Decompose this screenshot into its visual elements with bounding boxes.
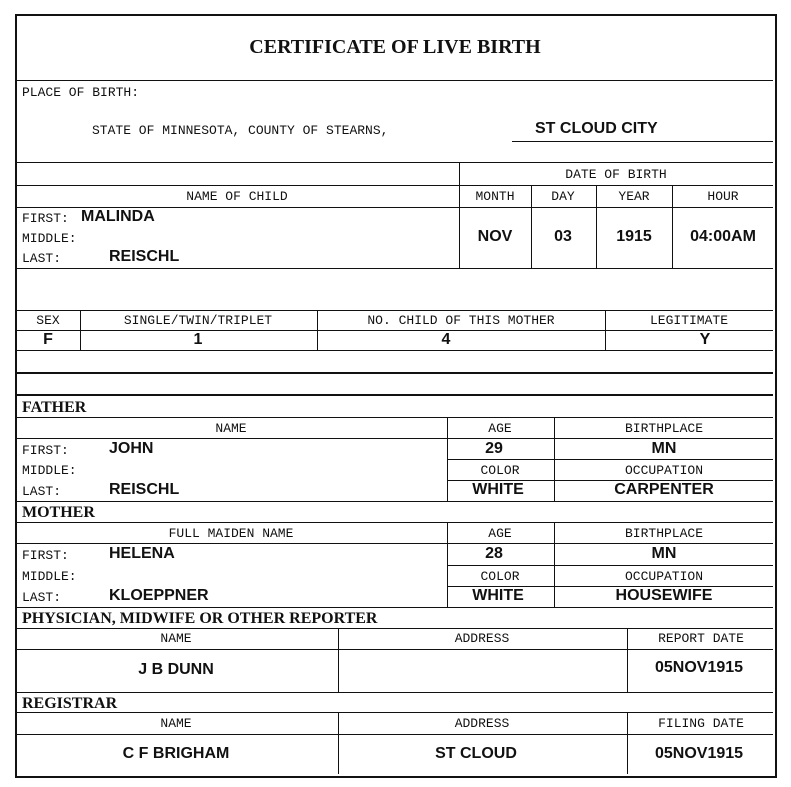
birth-year: 1915 (616, 228, 652, 245)
rule (16, 185, 773, 186)
rule-v (596, 185, 597, 268)
birth-month: NOV (477, 228, 513, 245)
rule (16, 162, 773, 163)
rule (16, 417, 773, 418)
rule (16, 268, 773, 269)
thick-rule (16, 394, 773, 396)
rule (16, 522, 773, 523)
rule-v (338, 628, 339, 692)
rule (16, 501, 773, 502)
rule (16, 350, 773, 351)
birth-hour: 04:00AM (690, 228, 756, 245)
rule (16, 330, 773, 331)
reporter-section-title: PHYSICIAN, MIDWIFE OR OTHER REPORTER (22, 610, 378, 627)
rule-v (459, 162, 460, 268)
father-section-title: FATHER (22, 399, 87, 416)
reporter-address-header: ADDRESS (454, 631, 510, 646)
father-first-label: FIRST: (22, 443, 69, 458)
rule (16, 438, 773, 439)
legitimate-value: Y (699, 331, 711, 348)
city-underline (512, 141, 773, 142)
rule-v (627, 712, 628, 774)
mother-age: 28 (485, 545, 503, 562)
rule-v (317, 310, 318, 350)
hour-header: HOUR (707, 189, 739, 204)
rule-v (605, 310, 606, 350)
rule-v (531, 185, 532, 268)
birth-city: ST CLOUD CITY (535, 120, 658, 137)
registrar-name: C F BRIGHAM (122, 745, 230, 762)
mother-last-label: LAST: (22, 590, 62, 605)
father-middle-label: MIDDLE: (22, 463, 77, 478)
child-middle-label: MIDDLE: (22, 231, 77, 246)
state-county-text: STATE OF MINNESOTA, COUNTY OF STEARNS, (92, 123, 389, 138)
father-name-header: NAME (215, 421, 247, 436)
birth-day: 03 (554, 228, 572, 245)
rule (16, 712, 773, 713)
filing-date: 05NOV1915 (654, 745, 744, 762)
rule (447, 459, 773, 460)
father-occupation: CARPENTER (614, 481, 714, 498)
report-date: 05NOV1915 (654, 659, 744, 676)
child-last-label: LAST: (22, 251, 62, 266)
sex-header: SEX (36, 313, 60, 328)
rule (16, 543, 773, 544)
report-date-header: REPORT DATE (658, 631, 744, 646)
filing-date-header: FILING DATE (658, 716, 744, 731)
year-header: YEAR (618, 189, 650, 204)
rule-v (338, 712, 339, 774)
father-last-label: LAST: (22, 484, 62, 499)
mother-first-label: FIRST: (22, 548, 69, 563)
mother-middle-label: MIDDLE: (22, 569, 77, 584)
page-title: CERTIFICATE OF LIVE BIRTH (249, 36, 541, 58)
reporter-name: J B DUNN (138, 661, 214, 678)
thick-rule (16, 372, 773, 374)
name-of-child-header: NAME OF CHILD (186, 189, 288, 204)
rule-v (447, 417, 448, 501)
mother-last-name: KLOEPPNER (109, 587, 209, 604)
place-of-birth-label: PLACE OF BIRTH: (22, 85, 140, 100)
child-first-name: MALINDA (81, 208, 155, 225)
mother-color-header: COLOR (480, 569, 520, 584)
mother-occupation: HOUSEWIFE (615, 587, 713, 604)
rule-v (80, 310, 81, 350)
father-first-name: JOHN (109, 440, 154, 457)
rule (16, 649, 773, 650)
mother-color: WHITE (472, 587, 524, 604)
mother-occupation-header: OCCUPATION (624, 569, 704, 584)
rule (447, 565, 773, 566)
rule-v (627, 628, 628, 692)
rule (16, 80, 773, 81)
rule (16, 310, 773, 311)
mother-age-header: AGE (488, 526, 512, 541)
father-age-header: AGE (488, 421, 512, 436)
child-number-header: NO. CHILD OF THIS MOTHER (367, 313, 555, 328)
plurality-header: SINGLE/TWIN/TRIPLET (123, 313, 273, 328)
mother-birthplace-header: BIRTHPLACE (624, 526, 704, 541)
registrar-section-title: REGISTRAR (22, 695, 118, 712)
father-last-name: REISCHL (109, 481, 180, 498)
reporter-name-header: NAME (160, 631, 192, 646)
rule (16, 734, 773, 735)
registrar-address: ST CLOUD (435, 745, 517, 762)
father-birthplace-header: BIRTHPLACE (624, 421, 704, 436)
mother-first-name: HELENA (109, 545, 175, 562)
rule-v (554, 417, 555, 501)
date-of-birth-header: DATE OF BIRTH (565, 167, 667, 182)
sex-value: F (43, 331, 53, 348)
father-color: WHITE (472, 481, 524, 498)
mother-section-title: MOTHER (22, 504, 95, 521)
father-age: 29 (485, 440, 503, 457)
child-last-name: REISCHL (109, 248, 180, 265)
rule (16, 628, 773, 629)
month-header: MONTH (475, 189, 515, 204)
rule (16, 607, 773, 608)
rule-v (672, 185, 673, 268)
day-header: DAY (551, 189, 575, 204)
registrar-name-header: NAME (160, 716, 192, 731)
legitimate-header: LEGITIMATE (649, 313, 729, 328)
rule (16, 692, 773, 693)
father-birthplace: MN (651, 440, 677, 457)
mother-birthplace: MN (651, 545, 677, 562)
child-number-value: 4 (441, 331, 451, 348)
child-first-label: FIRST: (22, 211, 69, 226)
father-color-header: COLOR (480, 463, 520, 478)
mother-name-header: FULL MAIDEN NAME (168, 526, 294, 541)
rule-v (554, 522, 555, 607)
father-occupation-header: OCCUPATION (624, 463, 704, 478)
registrar-address-header: ADDRESS (454, 716, 510, 731)
rule-v (447, 522, 448, 607)
plurality-value: 1 (193, 331, 203, 348)
